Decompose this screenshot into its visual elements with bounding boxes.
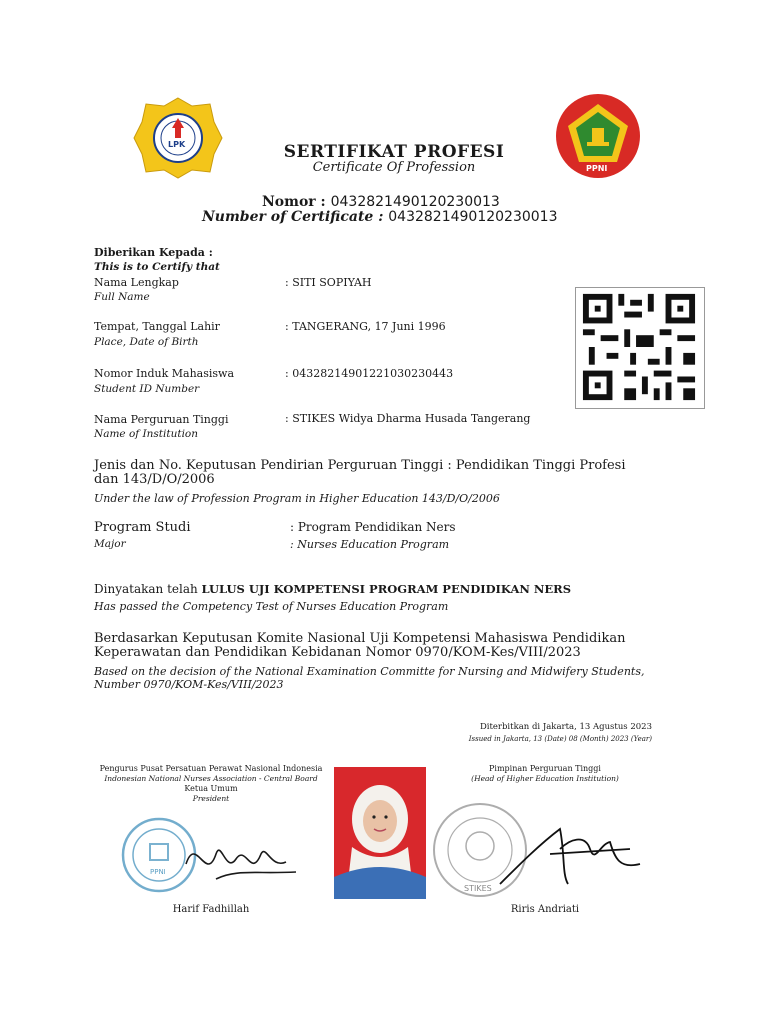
ppni-stamp-text: PPNI: [150, 868, 166, 876]
basis-text: Berdasarkan Keputusan Komite Nasional Uji Kompetensi Mahasiswa Pendidikan Keperawatan dan Pendidikan Kebidanan Nomor 0970/KOM-Kes/VIII/2023: [94, 631, 626, 660]
field-label-en: Student ID Number: [94, 383, 200, 395]
certificate-title: SERTIFIKAT PROFESI: [283, 142, 505, 162]
qr-code[interactable]: [575, 287, 705, 409]
right-org: Pimpinan Perguruan Tinggi: [489, 764, 601, 773]
field-label: Nama Lengkap: [94, 276, 179, 289]
field-label-en: Name of Institution: [94, 428, 199, 440]
right-signatory: [430, 764, 670, 924]
left-signature: [176, 824, 306, 894]
right-org-en: (Head of Higher Education Institution): [471, 774, 619, 783]
field-value-birth: : TANGERANG, 17 Juni 1996: [285, 320, 446, 333]
certificate-number-row: [262, 194, 500, 210]
field-label: Tempat, Tanggal Lahir: [94, 320, 220, 333]
nomor-label: Nomor :: [262, 194, 326, 210]
issued-text-en: Issued in Jakarta, 13 (Date) 08 (Month) 2023 (Year): [468, 735, 652, 743]
nomor-value: 0432821490120230013: [330, 194, 500, 210]
certificate-subtitle: Certificate Of Profession: [312, 160, 476, 175]
given-to-label: Diberikan Kepada :: [94, 246, 213, 259]
field-value-student-id: : 0432821490122103023044​3: [285, 367, 454, 380]
ppni-logo-text: PPNI: [586, 164, 608, 173]
right-signature: [490, 814, 650, 894]
basis-text-en: Based on the decision of the National Examination Committe for Nursing and Midwifery Students, Number 0970/KOM-Kes/VIII/2023: [94, 665, 645, 691]
left-org-en: Indonesian National Nurses Association - Central Board: [104, 774, 318, 783]
left-role-en: President: [192, 794, 230, 803]
number-value: 0432821490120230013: [388, 209, 558, 225]
field-label: Nomor Induk Mahasiswa: [94, 367, 235, 380]
passed-text-en: Has passed the Competency Test of Nurses Education Program: [94, 600, 449, 613]
issued-text: Diterbitkan di Jakarta, 13 Agustus 2023: [479, 722, 652, 732]
passed-statement: [94, 582, 571, 596]
program-value-en: : Nurses Education Program: [290, 538, 450, 551]
left-role: Ketua Umum: [184, 784, 238, 793]
left-name: Harif Fadhillah: [172, 904, 250, 915]
program-label-en: Major: [94, 538, 126, 550]
stikes-stamp-text: STIKES: [464, 884, 492, 893]
field-value-full-name: : SITI SOPIYAH: [285, 276, 372, 289]
program-label: Program Studi: [94, 520, 191, 535]
certificate-number-en-row: [202, 209, 558, 225]
field-label-en: Place, Date of Birth: [94, 336, 199, 348]
lpk-logo-text: LPK: [168, 140, 186, 149]
program-value: : Program Pendidikan Ners: [290, 520, 456, 534]
student-photo: [334, 767, 426, 899]
number-label: Number of Certificate :: [202, 209, 384, 225]
field-label-en: Full Name: [94, 291, 150, 303]
field-value-institution: : STIKES Widya Dharma Husada Tangerang: [285, 412, 531, 425]
passed-bold: LULUS UJI KOMPETENSI PROGRAM PENDIDIKAN NERS: [201, 582, 572, 596]
left-signatory: [96, 764, 326, 924]
given-to-label-en: This is to Certify that: [94, 261, 220, 273]
field-label: Nama Perguruan Tinggi: [94, 413, 229, 426]
decree-text-en: Under the law of Profession Program in Higher Education 143/D/O/2006: [94, 492, 500, 505]
passed-prefix: Dinyatakan telah: [94, 582, 198, 596]
right-name: Riris Andriati: [510, 904, 580, 915]
decree-text: Jenis dan No. Keputusan Pendirian Perguruan Tinggi : Pendidikan Tinggi Profesi dan 143/D/O/2006: [94, 458, 626, 487]
left-org: Pengurus Pusat Persatuan Perawat Nasional Indonesia: [99, 764, 323, 773]
